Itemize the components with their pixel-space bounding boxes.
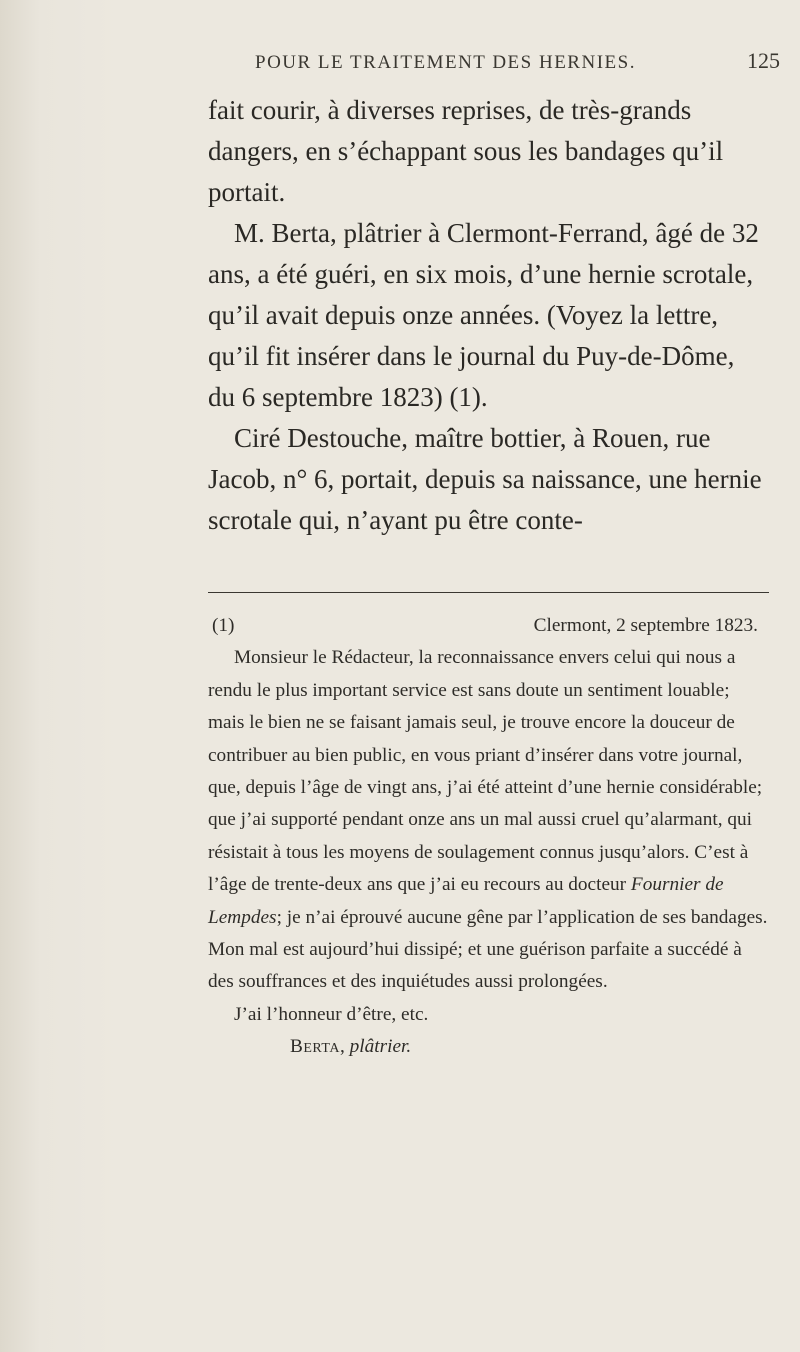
- paragraph-berta: M. Berta, plâtrier à Clermont-Ferrand, âgé de 32 ans, a été guéri, en six mois, d’une hernie scrotale, qu’il avait depuis onze années. (Voyez la lettre, qu’il fit insérer dans le journal du Puy-de-Dôme, du 6 septembre 1823) (1).: [208, 218, 759, 412]
- footnote-marker: (1): [212, 615, 235, 636]
- running-header: [255, 48, 800, 74]
- footnote-letter-body: [208, 642, 768, 998]
- signature-title: plâtrier.: [349, 1036, 412, 1058]
- paragraph-destouche: Ciré Destouche, maître bottier, à Rouen, rue Jacob, n° 6, portait, depuis sa naissance, une hernie scrotale qui, n’ayant pu être conte-: [208, 423, 762, 535]
- letter-closing: J’ai l’honneur d’être, etc.: [234, 1003, 429, 1025]
- paragraph-continuation: fait courir, à diverses reprises, de très-grands dangers, en s’échappant sous les bandages qu’il portait.: [208, 95, 724, 207]
- footnote-rule: [208, 592, 769, 593]
- running-title: POUR LE TRAITEMENT DES HERNIES.: [255, 52, 636, 73]
- main-text: [208, 90, 768, 541]
- signature-name: Berta: [290, 1036, 340, 1058]
- footnote: [208, 610, 768, 1064]
- letter-signature: Berta, plâtrier.: [290, 1036, 412, 1058]
- footnote-heading: [208, 610, 768, 642]
- letter-text-part2: ; je n’ai éprouvé aucune gêne par l’application de ses bandages. Mon mal est aujourd’hui dissipé; et une guérison parfaite a succédé à des souffrances et des inquiétudes aussi prolongées.: [208, 906, 768, 993]
- page-number: 125: [747, 48, 780, 73]
- doctor-name: Fournier de Lempdes: [208, 874, 724, 928]
- footnote-dateline: Clermont, 2 septembre 1823.: [533, 615, 758, 636]
- letter-text-part1: Monsieur le Rédacteur, la reconnaissance envers celui qui nous a rendu le plus important service est sans doute un sentiment louable; mais le bien ne se faisant jamais seul, je trouve encore la douceur de contribuer au bien public, en vous priant d’insérer dans votre journal, que, depuis l’âge de vingt ans, j’ai été atteint d’une hernie considérable; que j’ai supporté pendant onze ans un mal aussi cruel qu’alarmant, qui résistait à tous les moyens de soulagement connus jusqu’alors. C’est à l’âge de trente-deux ans que j’ai eu recours au docteur: [208, 647, 763, 896]
